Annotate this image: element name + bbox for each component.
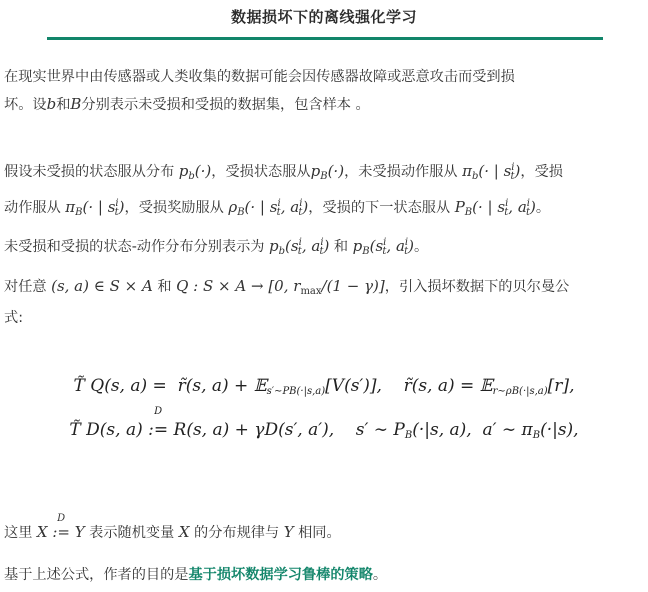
p5-text-c: 的分布规律与 (194, 525, 280, 541)
p6-end: 。 (372, 567, 388, 583)
formula-pb-sa: $p_b(s^i_t$, $a^i_t$) (269, 237, 330, 257)
title-underline (47, 37, 603, 40)
paragraph-2 (4, 154, 644, 226)
p2-text-a: 假设未受损的状态服从分布 (4, 164, 175, 180)
formula-P-B: $P_B(\cdot$ | $s^i_t$, $a^i_t$) (454, 198, 536, 218)
formula-pB: $p_B(\cdot)$ (310, 162, 345, 182)
p4-text-c: 式: (4, 310, 23, 326)
p2-text-g: ，受损的下一状态服从 (308, 200, 451, 216)
p2-text-c: ，未受损动作服从 (344, 164, 458, 180)
p4-and: 和 (157, 279, 172, 295)
p2-text-f: ，受损奖励服从 (124, 200, 224, 216)
p3-text-a: 未受损和受损的状态-动作分布分别表示为 (4, 239, 265, 255)
var-b: b (46, 95, 57, 113)
formula-pB-sa: $p_B(s^i_t$, $a^i_t$) (352, 237, 414, 257)
bellman-equation-line-1: T̃ Q(s, a) = r̃(s, a) + 𝔼$_{s'\sim PB(\cdot|s,a)}$[V(s′)], r̃(s, a) = 𝔼$_{r\sim\rho B(\cdot|s,a)}$[r], (73, 376, 575, 397)
bellman-equation-line-2: T̃ D(s, a) := D R(s, a) + γD(s′, a′), s′ ∼ $P_B(\cdot|s$, a), a′ ∼ $\pi_B(\cdot|s)$, (69, 406, 579, 441)
paragraph-1-line-1: 在现实世界中由传感器或人类收集的数据可能会因传感器故障或恶意攻击而受到损 (4, 69, 515, 85)
paragraph-1-and: 和 (56, 97, 71, 113)
var-Y: Y (283, 523, 294, 541)
formula-sa-in-SA: (s, a) ∈ S × A (51, 277, 153, 295)
formula-rho-B: $\rho_B(\cdot$ | $s^i_t$, $a^i_t$) (228, 198, 309, 218)
var-X: X (178, 523, 190, 541)
p5-text-d: 相同。 (298, 525, 341, 541)
p6-text-a: 基于上述公式，作者的目的是 (4, 567, 189, 583)
p3-end: 。 (413, 239, 429, 255)
p4-text-a: 对任意 (4, 279, 47, 295)
p4-text-b: ，引入损坏数据下的贝尔曼公 (384, 279, 570, 295)
formula-pi-B: $\pi_B(\cdot$ | $s^i_t$) (65, 198, 125, 218)
p2-text-h: 。 (535, 200, 551, 216)
p3-and: 和 (333, 239, 349, 255)
p5-text-a: 这里 (4, 525, 33, 541)
paragraph-5 (4, 513, 644, 547)
paragraph-1 (4, 64, 644, 119)
p2-text-e: 动作服从 (4, 200, 61, 216)
paragraph-3 (4, 229, 644, 265)
paragraph-6 (4, 562, 644, 589)
formula-pb: $p_b(\cdot)$ (178, 162, 212, 182)
paragraph-1-text-a: 坏。设 (4, 97, 47, 113)
paragraph-1-text-b: 分别表示未受损和受损的数据集，包含样本 。 (81, 97, 370, 113)
formula-Q-map: Q : S × A → [0, $r_{max}/(1 - \gamma)$] (176, 277, 385, 297)
paragraph-4 (4, 273, 644, 332)
p2-text-d: ，受损 (520, 164, 563, 180)
formula-X-eq-Y: X := D Y (36, 513, 85, 541)
p2-text-b: ，受损状态服从 (211, 164, 311, 180)
page-title: 数据损坏下的离线强化学习 (230, 8, 417, 26)
p5-text-b: 表示随机变量 (89, 525, 175, 541)
highlight-robust-policy: 基于损坏数据学习鲁棒的策略 (188, 567, 373, 583)
var-B: B (70, 95, 82, 113)
formula-pi-b: $\pi_b(\cdot$ | $s^i_t$) (462, 162, 521, 182)
